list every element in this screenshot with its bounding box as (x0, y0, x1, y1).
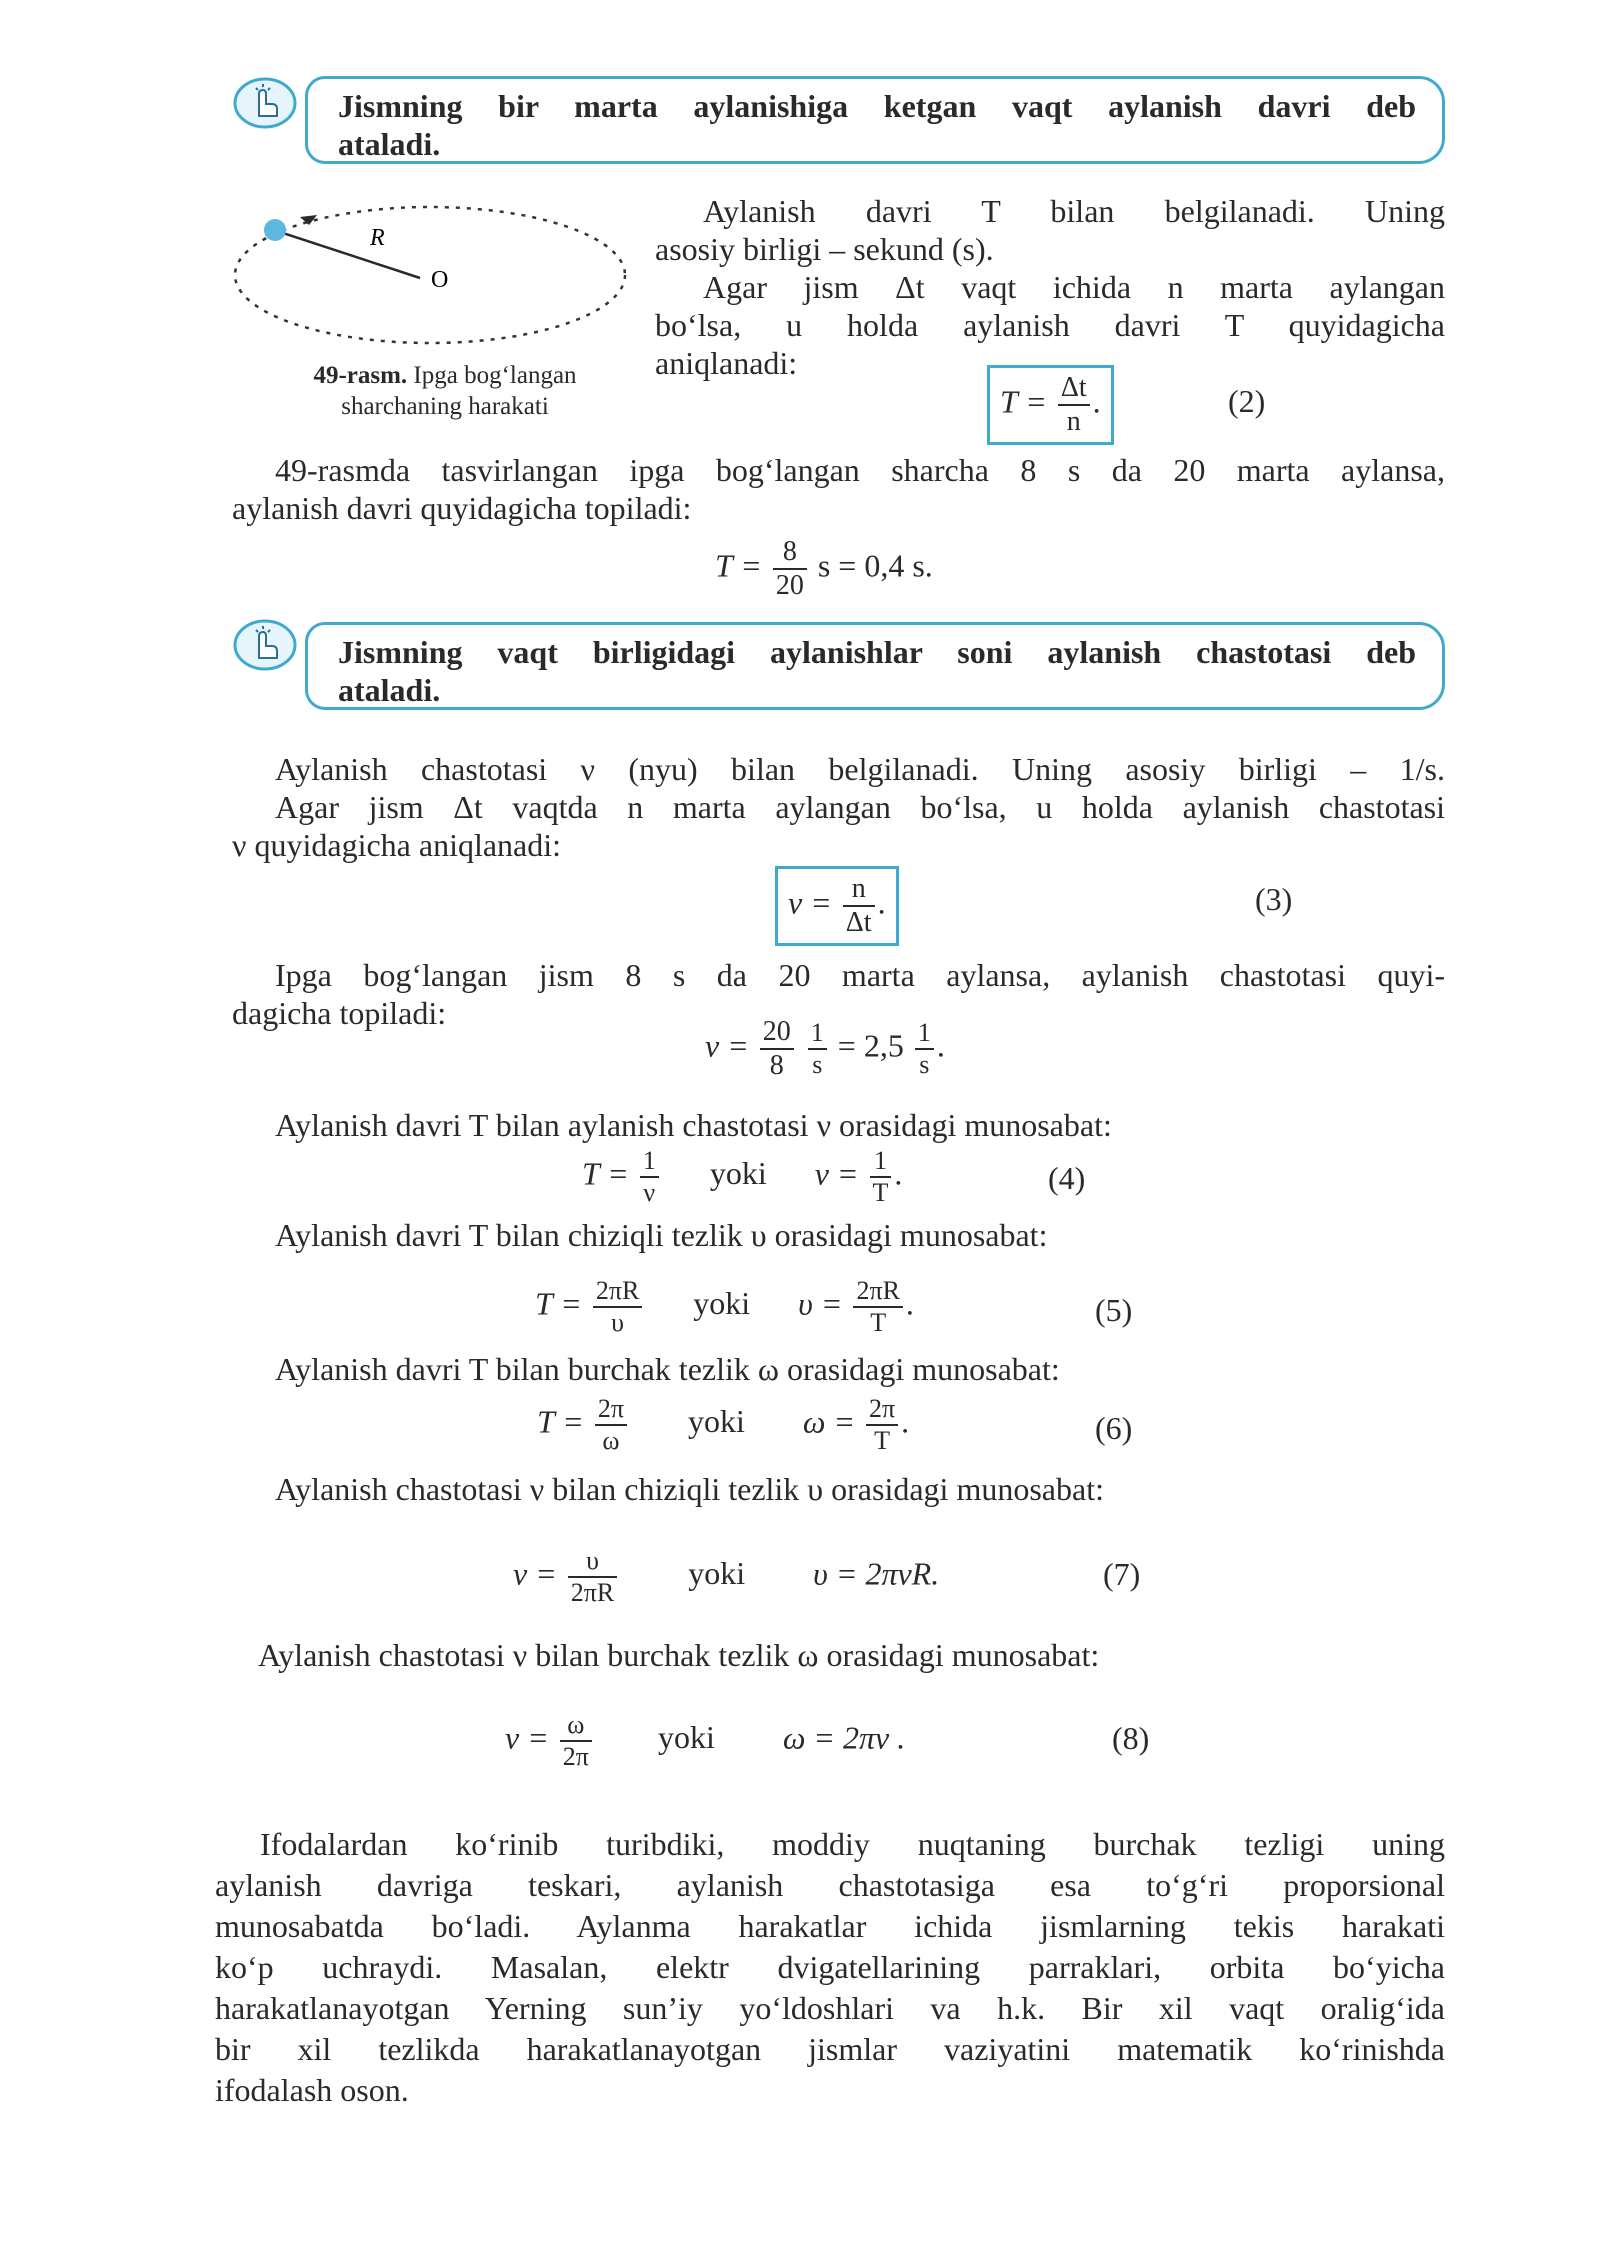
fraction-denominator: T (874, 1426, 891, 1455)
text-line: bir xil tezlikda harakatlanayotgan jismlar vaziyatini matematik ko‘rinishda (215, 2031, 1445, 2067)
fraction-denominator: T (870, 1308, 887, 1337)
formula-mid: = 2,5 (837, 1027, 904, 1064)
relation-text: Aylanish davri T bilan chiziqli tezlik υ orasidagi munosabat: (275, 1217, 1048, 1253)
example-paragraph (232, 451, 1445, 527)
fraction-denominator: s (919, 1050, 930, 1079)
caption-text: Ipga bog‘langan (413, 362, 577, 389)
formula-tail: . (905, 1285, 914, 1322)
text-line: aylanish davriga teskari, aylanish chastotasiga esa to‘g‘ri proporsional (215, 1867, 1445, 1903)
formula-relation-5 (535, 1278, 914, 1336)
formula-rhs: ω = 2πν . (782, 1719, 906, 1756)
formula-rhs: s = 0,4 s. (817, 547, 933, 584)
circular-motion-figure (225, 195, 635, 355)
formula-lhs: ν = (513, 1555, 557, 1592)
caption-text: sharchaning harakati (341, 393, 549, 420)
definition-line: Jismning vaqt birligidagi aylanishlar soni aylanish chastotasi deb (338, 634, 1416, 670)
yoki-word: yoki (693, 1285, 751, 1322)
text-line: dagicha topiladi: (232, 995, 447, 1031)
text-line: Agar jism Δt vaqt ichida n marta aylangan (703, 269, 1445, 305)
text-line: ν quyidagicha aniqlanadi: (232, 827, 562, 863)
formula-relation-8 (505, 1712, 905, 1770)
definition-line: ataladi. (338, 126, 441, 162)
center-label: O (431, 267, 449, 293)
hand-pointer-icon (232, 76, 298, 130)
equation-number: (6) (1095, 1410, 1133, 1446)
relation-text: Aylanish chastotasi ν bilan burchak tezlik ω orasidagi munosabat: (258, 1637, 1100, 1673)
fraction-denominator: 20 (775, 570, 804, 601)
fraction-denominator: 2π (562, 1742, 589, 1771)
fraction-numerator: Δt (1058, 374, 1090, 406)
formula-tail: . (877, 884, 886, 921)
text-line: Aylanish davri T bilan belgilanadi. Uning (703, 193, 1445, 229)
definition-line: Jismning bir marta aylanishiga ketgan vaqt aylanish davri deb (338, 88, 1416, 124)
equation-number: (2) (1228, 383, 1266, 419)
formula-rhs: υ = 2πνR. (813, 1555, 940, 1592)
text-line: Agar jism Δt vaqtda n marta aylangan bo‘lsa, u holda aylanish chastotasi (275, 789, 1445, 825)
fraction-numerator: 1 (870, 1148, 892, 1178)
fraction-numerator: υ (568, 1548, 617, 1578)
fraction-denominator: Δt (845, 907, 872, 938)
formula-lhs: T = (715, 547, 762, 584)
text-line: asosiy birligi – sekund (s). (655, 231, 994, 267)
text-line: Aylanish chastotasi ν (nyu) bilan belgilanadi. Uning asosiy birligi – 1/s. (275, 751, 1445, 787)
definition-box-frequency (305, 622, 1445, 710)
relation-text: Aylanish chastotasi ν bilan chiziqli tezlik υ orasidagi munosabat: (275, 1471, 1104, 1507)
definition-line: ataladi. (338, 672, 441, 708)
fraction-numerator: 2π (866, 1396, 898, 1426)
equation-number: (4) (1048, 1160, 1086, 1196)
fraction-denominator: T (872, 1178, 889, 1207)
fraction-denominator: 2πR (570, 1578, 615, 1607)
relation-text: Aylanish davri T bilan burchak tezlik ω orasidagi munosabat: (275, 1351, 1060, 1387)
formula-tail: . (936, 1027, 945, 1064)
formula-lhs: υ = (798, 1285, 843, 1322)
caption-number: 49-rasm. (313, 362, 408, 389)
example-period-formula (715, 538, 933, 600)
fraction-numerator: 2π (595, 1396, 627, 1426)
formula-frequency (775, 866, 899, 946)
text-line: ifodalash oson. (215, 2072, 409, 2108)
yoki-word: yoki (657, 1719, 715, 1756)
yoki-word: yoki (687, 1403, 745, 1440)
text-line: bo‘lsa, u holda aylanish davri T quyidagicha (655, 307, 1445, 343)
definition-box-period (305, 76, 1445, 164)
relation-text: Aylanish davri T bilan aylanish chastotasi ν orasidagi munosabat: (275, 1107, 1112, 1143)
fraction-numerator: n (843, 875, 875, 907)
text-line: Ifodalardan ko‘rinib turibdiki, moddiy nuqtaning burchak tezligi uning (260, 1826, 1445, 1862)
formula-lhs: ν = (788, 884, 832, 921)
formula-lhs: ω = (802, 1403, 856, 1440)
formula-tail: . (894, 1155, 903, 1192)
formula-relation-4 (582, 1148, 902, 1206)
formula-lhs: T = (537, 1403, 584, 1440)
text-line: munosabatda bo‘ladi. Aylanma harakatlar ichida jismlarning tekis harakati (215, 1908, 1445, 1944)
equation-number: (3) (1255, 881, 1293, 917)
equation-number: (7) (1103, 1556, 1141, 1592)
formula-relation-7 (513, 1548, 939, 1606)
side-paragraph (655, 192, 1445, 382)
text-line: harakatlanayotgan Yerning sun’iy yo‘ldoshlari va h.k. Bir xil vaqt oralig‘ida (215, 1990, 1445, 2026)
fraction-denominator: υ (611, 1308, 624, 1337)
example-frequency-formula (705, 1018, 945, 1080)
frequency-paragraph (232, 750, 1445, 864)
figure-caption (250, 360, 640, 422)
fraction-numerator: 1 (640, 1148, 659, 1178)
text-line: aniqlanadi: (655, 345, 798, 381)
fraction-denominator: n (1066, 406, 1081, 437)
formula-lhs: ν = (705, 1027, 749, 1064)
fraction-denominator: ν (643, 1178, 656, 1207)
text-line: ko‘p uchraydi. Masalan, elektr dvigatellarining parraklari, orbita bo‘yicha (215, 1949, 1445, 1985)
fraction-numerator: ω (560, 1712, 592, 1742)
yoki-word: yoki (709, 1155, 767, 1192)
formula-period (987, 365, 1114, 445)
formula-tail: . (901, 1403, 910, 1440)
fraction-numerator: 2πR (593, 1278, 642, 1308)
formula-lhs: T = (535, 1285, 582, 1322)
text-line: aylanish davri quyidagicha topiladi: (232, 490, 692, 526)
formula-lhs: T = (582, 1155, 629, 1192)
equation-number: (8) (1112, 1720, 1150, 1756)
text-line: Ipga bog‘langan jism 8 s da 20 marta aylansa, aylanish chastotasi quyi- (275, 957, 1445, 993)
equation-number: (5) (1095, 1292, 1133, 1328)
hand-pointer-icon (232, 618, 298, 672)
yoki-word: yoki (688, 1555, 746, 1592)
formula-relation-6 (537, 1396, 909, 1454)
radius-label: R (370, 225, 385, 251)
fraction-denominator: s (812, 1050, 823, 1079)
formula-tail: . (1092, 383, 1101, 420)
fraction-denominator: ω (602, 1426, 620, 1455)
formula-lhs: T = (1000, 383, 1047, 420)
fraction-numerator: 8 (773, 538, 807, 570)
fraction-denominator: 8 (769, 1050, 784, 1081)
fraction-numerator: 1 (915, 1020, 934, 1050)
text-line: 49-rasmda tasvirlangan ipga bog‘langan sharcha 8 s da 20 marta aylansa, (275, 452, 1445, 488)
fraction-numerator: 2πR (853, 1278, 902, 1308)
formula-lhs: ν = (505, 1719, 549, 1756)
fraction-numerator: 20 (760, 1018, 794, 1050)
fraction-numerator: 1 (808, 1020, 827, 1050)
conclusion-paragraph (215, 1824, 1445, 2111)
formula-lhs: ν = (814, 1155, 859, 1192)
